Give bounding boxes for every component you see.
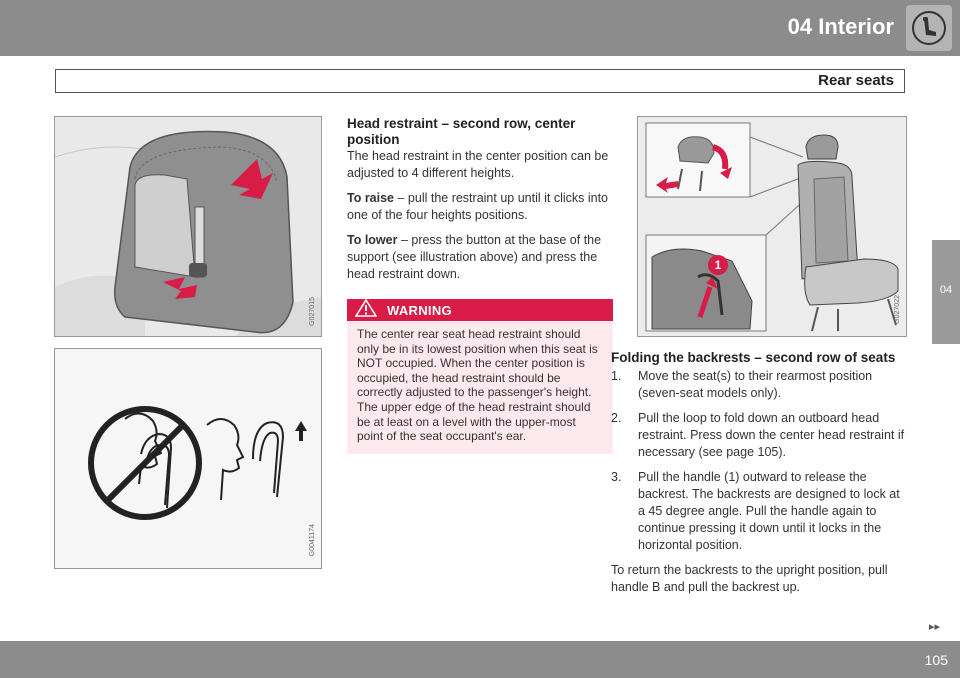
step-text: Pull the loop to fold down an outboard head restraint. Press down the center head restraint if necessary (see page 105). bbox=[638, 411, 905, 459]
lower-text: – press the button at the base of the support (see illustration above) and press the head restraint down. bbox=[347, 233, 602, 281]
figure-code: G0041174 bbox=[309, 524, 316, 557]
fold-backrest-illustration bbox=[637, 116, 907, 337]
step-number: 1. bbox=[611, 369, 622, 383]
section-title: Rear seats bbox=[818, 72, 894, 89]
seat-icon bbox=[906, 5, 952, 51]
step-number: 2. bbox=[611, 411, 622, 425]
step-text: Move the seat(s) to their rearmost position (seven-seat models only). bbox=[638, 369, 873, 400]
list-item bbox=[611, 410, 909, 461]
figure-code: G027022 bbox=[894, 295, 901, 324]
folding-steps bbox=[611, 368, 909, 554]
headrest-position-illustration bbox=[54, 348, 322, 569]
step-text: Pull the handle (1) outward to release the backrest. The backrests are designed to lock at a 45 degree angle. Pull the handle again to continue pressing it down until it locks in the horizontal position. bbox=[638, 470, 900, 552]
callout-number: 1 bbox=[714, 258, 722, 272]
raise-text: – pull the restraint up until it clicks into one of the four heights positions. bbox=[347, 191, 609, 222]
next-page-marker: ▸▸ bbox=[928, 621, 940, 633]
page-number: 105 bbox=[924, 652, 948, 668]
warning-header bbox=[347, 299, 613, 321]
lower-paragraph bbox=[347, 232, 613, 283]
chapter-title: 04 Interior bbox=[787, 14, 894, 39]
lower-label: To lower bbox=[347, 233, 398, 247]
header-bar bbox=[0, 0, 960, 56]
section-bar bbox=[55, 69, 905, 93]
raise-label: To raise bbox=[347, 191, 395, 205]
figure-code: G027015 bbox=[309, 297, 316, 326]
side-tab-label: 04 bbox=[939, 284, 953, 296]
list-item bbox=[611, 469, 909, 554]
step-number: 3. bbox=[611, 470, 622, 484]
folding-heading: Folding the backrests – second row of seats bbox=[611, 350, 896, 365]
head-restraint-intro: The head restraint in the center position can be adjusted to 4 different heights. bbox=[347, 149, 609, 180]
warning-label: WARNING bbox=[387, 302, 452, 318]
raise-paragraph bbox=[347, 190, 613, 224]
headrest-raise-illustration bbox=[54, 116, 322, 337]
warning-box bbox=[347, 299, 613, 454]
folding-section bbox=[611, 350, 909, 596]
head-restraint-section bbox=[347, 116, 613, 454]
chapter-side-tab[interactable] bbox=[932, 240, 960, 344]
return-paragraph: To return the backrests to the upright position, pull handle B and pull the backrest up. bbox=[611, 563, 888, 594]
footer-bar bbox=[0, 641, 960, 678]
warning-triangle-icon bbox=[355, 299, 377, 322]
warning-text: The center rear seat head restraint should only be in its lowest position when this seat is NOT occupied. When the center position is occupied, the head restraint should be correctly adjusted to the passenger's height. The upper edge of the head restraint should be at least on a level with the upper-most point of the seat occupant's ear. bbox=[357, 327, 598, 444]
list-item bbox=[611, 368, 909, 402]
head-restraint-heading: Head restraint – second row, center position bbox=[347, 116, 576, 147]
